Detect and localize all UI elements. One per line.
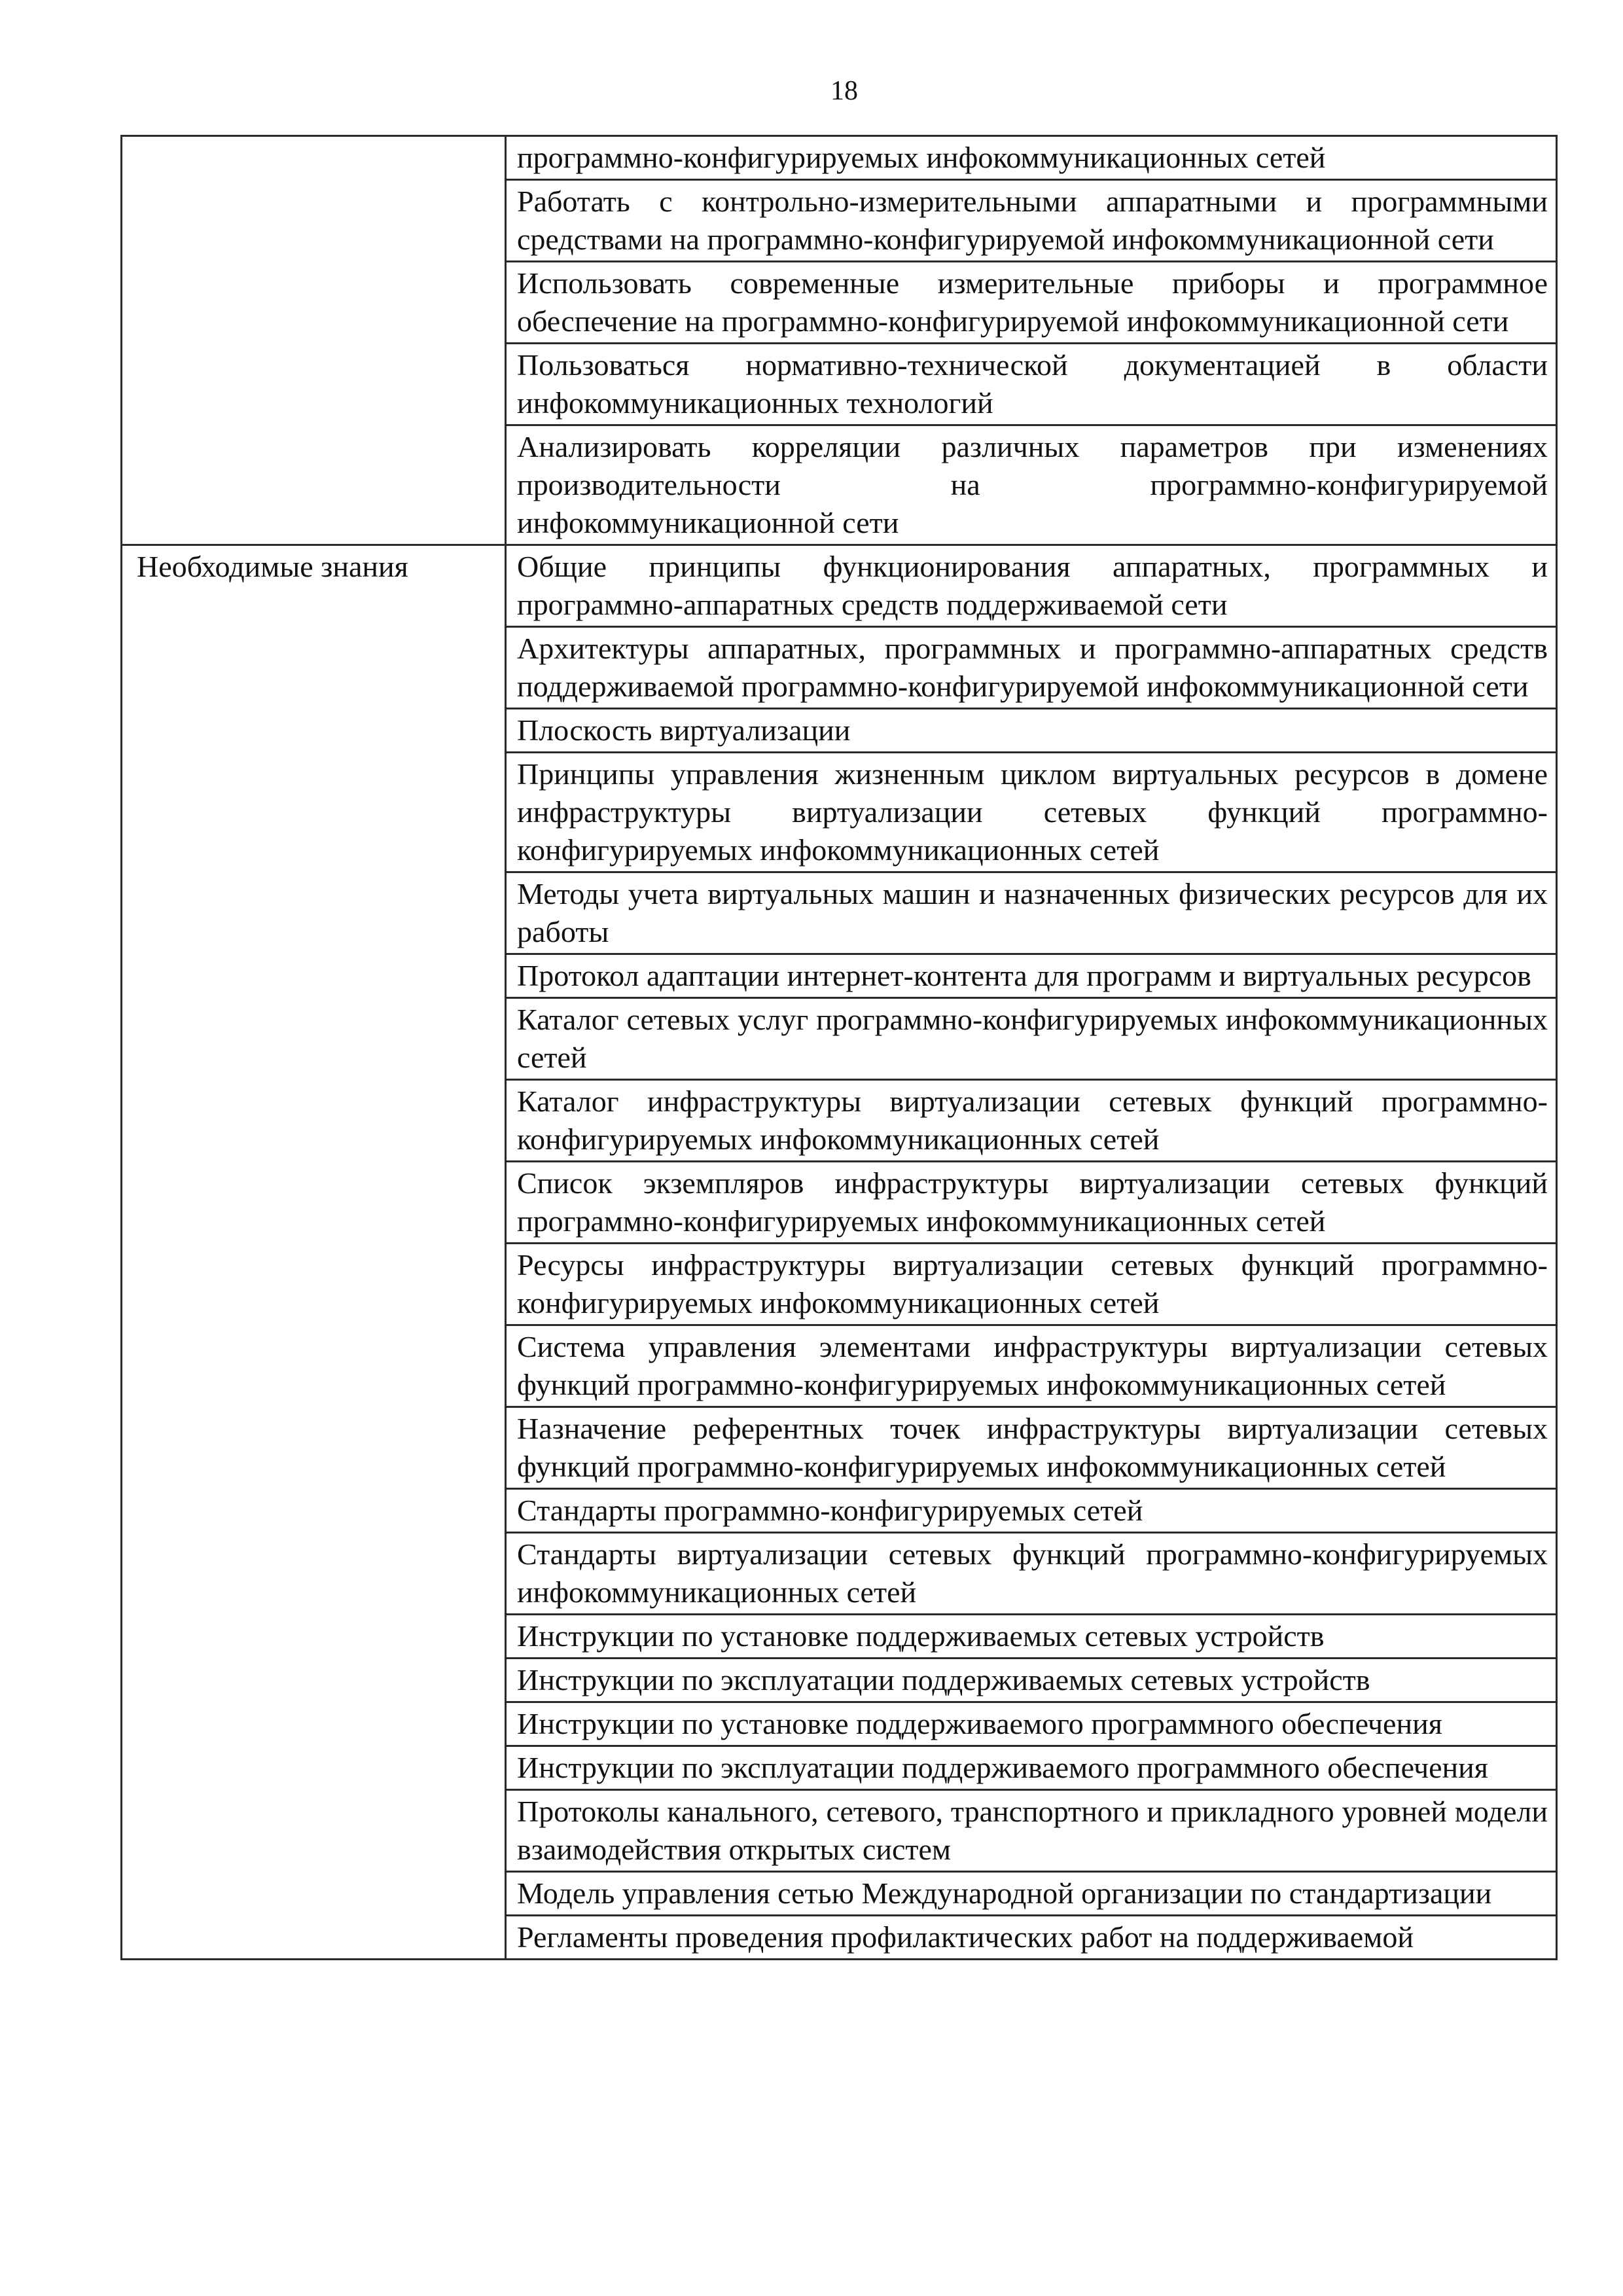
knowledge-item: Инструкции по эксплуатации поддерживаемого программного обеспечения xyxy=(506,1746,1557,1790)
knowledge-item: Система управления элементами инфраструктуры виртуализации сетевых функций программно-конфигурируемых инфокоммуникационных сетей xyxy=(506,1325,1557,1407)
skill-item: Пользоваться нормативно-технической документацией в области инфокоммуникационных технологий xyxy=(506,344,1557,425)
skill-item: Использовать современные измерительные приборы и программное обеспечение на программно-конфигурируемой инфокоммуникационной сети xyxy=(506,262,1557,344)
knowledge-item: Модель управления сетью Международной организации по стандартизации xyxy=(506,1872,1557,1916)
table-row xyxy=(122,136,1557,180)
competency-table xyxy=(120,135,1558,1960)
knowledge-item: Список экземпляров инфраструктуры виртуализации сетевых функций программно-конфигурируемых инфокоммуникационных сетей xyxy=(506,1162,1557,1244)
knowledge-item: Протокол адаптации интернет-контента для программ и виртуальных ресурсов xyxy=(506,954,1557,998)
knowledge-item: Плоскость виртуализации xyxy=(506,709,1557,753)
skill-item: Работать с контрольно-измерительными аппаратными и программными средствами на программно-конфигурируемой инфокоммуникационной сети xyxy=(506,180,1557,262)
knowledge-item: Архитектуры аппаратных, программных и программно-аппаратных средств поддерживаемой программно-конфигурируемой инфокоммуникационной сети xyxy=(506,627,1557,709)
knowledge-item: Протоколы канального, сетевого, транспортного и прикладного уровней модели взаимодействия открытых систем xyxy=(506,1790,1557,1872)
knowledge-item: Инструкции по установке поддерживаемых сетевых устройств xyxy=(506,1615,1557,1659)
skills-label-cell xyxy=(122,136,506,545)
knowledge-item: Назначение референтных точек инфраструктуры виртуализации сетевых функций программно-конфигурируемых инфокоммуникационных сетей xyxy=(506,1407,1557,1489)
knowledge-item: Ресурсы инфраструктуры виртуализации сетевых функций программно-конфигурируемых инфокоммуникационных сетей xyxy=(506,1244,1557,1325)
knowledge-item: Методы учета виртуальных машин и назначенных физических ресурсов для их работы xyxy=(506,872,1557,954)
knowledge-label: Необходимые знания xyxy=(122,545,506,1960)
knowledge-item: Стандарты виртуализации сетевых функций программно-конфигурируемых инфокоммуникационных сетей xyxy=(506,1533,1557,1615)
knowledge-item: Инструкции по установке поддерживаемого программного обеспечения xyxy=(506,1702,1557,1746)
knowledge-item: Принципы управления жизненным циклом виртуальных ресурсов в домене инфраструктуры виртуализации сетевых функций программно-конфигурируемых инфокоммуникационных сетей xyxy=(506,753,1557,872)
knowledge-item: Каталог сетевых услуг программно-конфигурируемых инфокоммуникационных сетей xyxy=(506,998,1557,1080)
skill-item: Анализировать корреляции различных параметров при изменениях производительности на программно-конфигурируемой инфокоммуникационной сети xyxy=(506,425,1557,545)
page-number: 18 xyxy=(830,76,858,106)
knowledge-item: Стандарты программно-конфигурируемых сетей xyxy=(506,1489,1557,1533)
knowledge-item: Инструкции по эксплуатации поддерживаемых сетевых устройств xyxy=(506,1659,1557,1702)
table-row xyxy=(122,545,1557,627)
knowledge-item: Каталог инфраструктуры виртуализации сетевых функций программно-конфигурируемых инфокоммуникационных сетей xyxy=(506,1080,1557,1162)
knowledge-item: Общие принципы функционирования аппаратных, программных и программно-аппаратных средств поддерживаемой сети xyxy=(506,545,1557,627)
knowledge-item: Регламенты проведения профилактических работ на поддерживаемой xyxy=(506,1916,1557,1960)
skill-item: программно-конфигурируемых инфокоммуникационных сетей xyxy=(506,136,1557,180)
